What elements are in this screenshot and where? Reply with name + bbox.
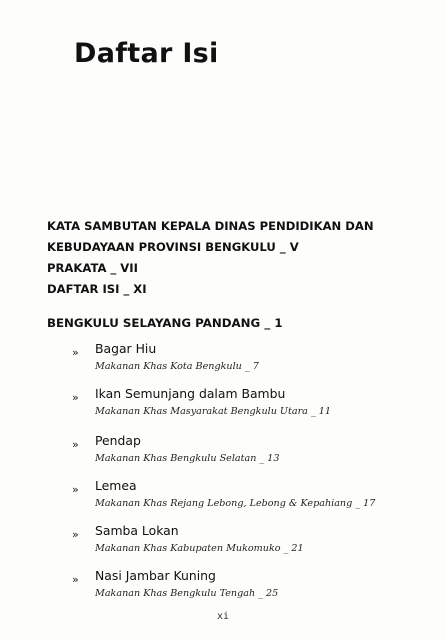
toc-entry [0, 338, 446, 382]
entry-subtitle: Makanan Khas Kabupaten Mukomuko _ 21 [95, 543, 304, 554]
toc-line-daftar-isi: DAFTAR ISI _ XI [47, 282, 147, 296]
bullet-icon: » [72, 528, 79, 541]
entry-title: Nasi Jambar Kuning [95, 568, 216, 583]
bullet-icon: » [72, 438, 79, 451]
toc-entry [0, 520, 446, 564]
toc-entry [0, 475, 446, 519]
front-matter [47, 216, 427, 300]
toc-entry [0, 430, 446, 474]
entry-subtitle: Makanan Khas Masyarakat Bengkulu Utara _ 11 [95, 406, 331, 417]
toc-line-sambutan-2: KEBUDAYAAN PROVINSI BENGKULU _ V [47, 240, 299, 254]
entry-subtitle: Makanan Khas Kota Bengkulu _ 7 [95, 361, 259, 372]
bullet-icon: » [72, 483, 79, 496]
entry-subtitle: Makanan Khas Bengkulu Tengah _ 25 [95, 588, 279, 599]
section-heading: BENGKULU SELAYANG PANDANG _ 1 [47, 316, 283, 330]
toc-line-sambutan-1: KATA SAMBUTAN KEPALA DINAS PENDIDIKAN DAN [47, 219, 374, 233]
entry-title: Lemea [95, 478, 137, 493]
bullet-icon: » [72, 346, 79, 359]
entry-subtitle: Makanan Khas Rejang Lebong, Lebong & Kepahiang _ 17 [95, 498, 376, 509]
entry-title: Ikan Semunjang dalam Bambu [95, 386, 286, 401]
entry-subtitle: Makanan Khas Bengkulu Selatan _ 13 [95, 453, 280, 464]
entry-title: Pendap [95, 433, 141, 448]
page-number: xi [216, 611, 230, 622]
toc-line-prakata: PRAKATA _ VII [47, 261, 138, 275]
entry-title: Samba Lokan [95, 523, 179, 538]
toc-entry [0, 565, 446, 609]
toc-entry [0, 383, 446, 427]
bullet-icon: » [72, 573, 79, 586]
entry-title: Bagar Hiu [95, 341, 157, 356]
bullet-icon: » [72, 391, 79, 404]
page-title: Daftar Isi [74, 38, 219, 69]
